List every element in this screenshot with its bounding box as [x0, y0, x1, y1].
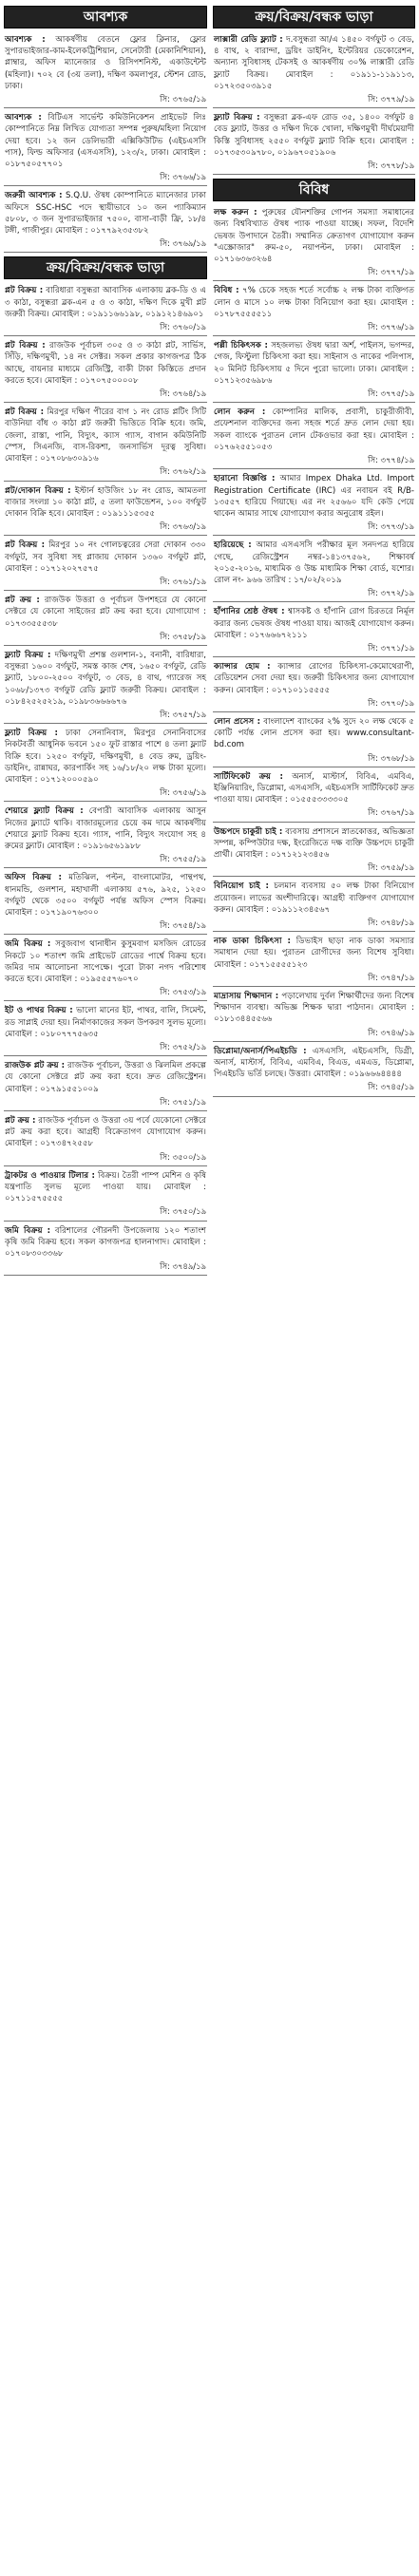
- ad-text: বসুন্ধরা ব্লক-এফ রোড ৩৫, ১৪০০ বর্গফুট ৪ বেড ফ্ল্যাট, উত্তর ও দক্ষিণ দিকে খোলা, দক্ষিণমুখী দীর্ঘমেয়াদী কিস্তি সুবিধাসহ ২৫৫০ বর্গফুট ফ্ল্যাট বিক্রি হবে। মোবাইল : ০১৭৩৫৩০৯৭৮০, ০১৯৬৭০৫১৯০৬: [214, 113, 414, 158]
- classified-ad: [4, 405, 207, 478]
- ad-code: সি: ৩৭৫৩/১৯: [160, 987, 206, 997]
- classified-ad: [213, 283, 415, 333]
- ad-lead: প্লট বিক্রয় :: [5, 286, 44, 296]
- ad-code: সি: ৩৭৬১/১৯: [160, 576, 206, 586]
- ad-lead: লোন করুন :: [214, 407, 266, 418]
- ad-code: সি: ৩৭৫৮/১৯: [160, 631, 206, 641]
- classified-ad: [213, 824, 415, 875]
- classified-ad: [4, 283, 207, 333]
- ad-text: ভালো মানের ইট, পাথর, বালি, সিমেন্ট, রড সাপ্লাই দেয়া হয়। নির্মাণকাজের সকল উপকরণ সুলভ মূল্যে। মোবাইল : ০১৮০৭৭৭৫৬৩৫: [5, 1006, 207, 1039]
- ad-divider: [213, 931, 415, 932]
- section-header-buy-sell-right: ক্রয়/বিক্রয়/বন্ধক ভাড়া: [213, 6, 415, 28]
- section-header-buy-sell: ক্রয়/বিক্রয়/বন্ধক ভাড়া: [4, 256, 207, 279]
- ad-text: বেপারী আবাসিক এলাকায় আসুন নিজের ফ্ল্যাটে থাকি। বাজারমূল্যের চেয়ে কম দামে আকর্ষণীয় শেয়ারে ফ্ল্যাট বিক্রয় হবে। গ্যাস, পানি, বিদ্যুৎ সংযোগ সহ ৪ রুমের ফ্ল্যাট। মোবাইল : ০১৯১৬৫৬১৯৮৮: [5, 806, 206, 851]
- ad-code: সি: ৩৭৬৬/১৯: [160, 172, 206, 182]
- ad-divider: [4, 590, 207, 591]
- classified-ad: [4, 338, 207, 400]
- ad-lead: লাক্সারী রেডি ফ্ল্যাট :: [214, 35, 283, 45]
- classified-ad: [213, 1044, 415, 1094]
- ad-text: পুরুষের যৌনশক্তির গোপন সমস্যা সমাধানের জন্য বিশ্ববিখ্যাত ঔষধ প্যাক পাওয়া যাচ্ছে। সফল, বিদেশি ভেষজ উপাদানে তৈরী। সম্মানিত ক্রেতাগণ যোগাযোগ করুন "এস্ক্রোজার" রুম-৫০, নয়াপল্টন, ঢাকা। মোবাইল : ০১৭১৬৩৬৩২৬৪: [214, 208, 414, 265]
- ad-code: সি: ৩৭৭২/১৯: [368, 588, 414, 598]
- classified-ad: [213, 205, 415, 278]
- ad-text: কোম্পানির মালিক, প্রবাসী, চাকুরীজীবী, প্রফেশনাল ব্যক্তিদের জন্য সহজ শর্তে দ্রুত লোন দেয়া হয়। সকল ব্যাংকে পুরাতন লোন টেকওভার করা হয়। মোবাইল : ০১৭৬২৫৫১০৫৩: [214, 407, 415, 452]
- classified-ad: [4, 110, 207, 183]
- classified-ad: [4, 188, 207, 250]
- ad-lead: ফ্ল্যাট বিক্রয় :: [214, 113, 260, 123]
- ad-divider: [4, 535, 207, 536]
- classified-ad: [4, 870, 207, 932]
- classified-ad: [4, 1058, 207, 1108]
- ad-divider: [4, 1110, 207, 1111]
- ad-divider: [213, 107, 415, 108]
- ad-code: সি: ৩৭৪৭/১৯: [368, 972, 414, 982]
- ad-divider: [213, 335, 415, 336]
- left-column: [4, 4, 207, 2572]
- classified-ad: [4, 804, 207, 865]
- ad-code: সি: ৩৭৬৩/১৯: [160, 521, 206, 532]
- ad-text: শ্বাসকষ্ট ও হাঁপানি রোগ চিরতরে নির্মূল করার জন্য ভেষজ ঔষধ পাওয়া যায়। আজই যোগাযোগ করুন। মোবাইল : ০১৭৬৬৬৭২১১১: [214, 607, 415, 640]
- ad-code: সি: ৩৭৭৩/১৯: [368, 521, 414, 532]
- ad-lead: বিবিধ :: [214, 286, 239, 296]
- ad-code: সি: ৩৭৭০/১৯: [368, 697, 414, 708]
- ad-text: বারিধারা বসুন্ধরা আবাসিক এলাকায় ব্লক-ডি ও এ ৩ কাঠা, বসুন্ধরা ব্লক-এন ৫ ও ৩ কাঠা, দক্ষিণ দিকে মুখী প্লট জরুরী বিক্রয়। মোবাইল : ০১৯১১৬৬১৯৮, ০১৯১২১৪৬৯০১: [5, 286, 206, 319]
- right-column: [213, 4, 415, 2572]
- ad-code: সি: ৩৭৫৪/১৯: [160, 920, 206, 931]
- ad-code: সি: ৩৭৭১/১৯: [368, 642, 414, 653]
- ad-code: সি: ৩৭৫১/১৯: [160, 1096, 206, 1107]
- ad-code: সি: ৩৭৭৬/১৯: [368, 322, 414, 332]
- ad-code: সি: ৩৭৫৯/১৯: [368, 862, 414, 873]
- wanted-ads: [4, 32, 207, 255]
- ad-text: বিক্রয়। তৈরী পাম্প মেশিন ও কৃষি যন্ত্রপাতি সুলভ মূল্যে পাওয়া যায়। মোবাইল : ০১৭১১৫৭৫৫৫৫: [5, 1170, 206, 1204]
- ad-lead: প্লট বিক্রয় :: [5, 407, 45, 418]
- ad-code: সি: ৩৭৭৪/১৯: [368, 455, 414, 465]
- classified-ad: [213, 659, 415, 710]
- ad-code: সি: ৩৭৬২/১৯: [160, 466, 206, 477]
- ad-divider: [213, 876, 415, 877]
- classified-ad: [213, 338, 415, 400]
- ad-code: সি: ৩৭৫২/১৯: [160, 1042, 206, 1052]
- ad-lead: ইট ও পাথর বিক্রয় :: [5, 1006, 73, 1016]
- ad-text: চলমান ব্যবসায় ৫০ লক্ষ টাকা বিনিয়োগ প্রয়োজন। লাভের অংশীদারিত্বে। আগ্রহী ব্যক্তিগণ যোগাযোগ করুন। মোবাইল : ০১৯১১২৩৪৫৬৭: [214, 881, 414, 915]
- classified-ad: [213, 471, 415, 533]
- ad-lead: ফ্ল্যাট বিক্রয় :: [5, 650, 51, 660]
- ad-text: ব্যবসায় প্রশাসনে স্নাতকোত্তর, অভিজ্ঞতা সম্পন্ন, কম্পিউটার দক্ষ, ইংরেজিতে দক্ষ ব্যক্তি উচ্চপদে চাকুরী প্রার্থী। মোবাইল : ০১৭১২১২৩৪৫৬: [214, 826, 415, 860]
- ad-divider: [213, 402, 415, 403]
- ad-divider: [4, 481, 207, 482]
- classified-ad: [4, 538, 207, 588]
- ad-lead: প্লট ক্রয় :: [5, 596, 40, 606]
- classified-ad: [4, 483, 207, 534]
- ad-lead: আবশ্যক :: [5, 35, 46, 45]
- misc-ads: [213, 205, 415, 1098]
- ad-lead: ফ্ল্যাট বিক্রয় :: [5, 729, 58, 739]
- ad-lead: প্লট বিক্রয় :: [5, 540, 46, 551]
- classified-ad: [213, 989, 415, 1039]
- classified-ad: [4, 32, 207, 105]
- ad-text: পড়ালেখায় দুর্বল শিক্ষার্থীদের জন্য বিশেষ শিক্ষাদান ব্যবস্থা। অভিজ্ঞ শিক্ষক দ্বারা পাঠদান। মোবাইল : ০১৮১৩৪৪৫৫৬৬: [214, 992, 415, 1025]
- ad-divider: [4, 185, 207, 186]
- ad-lead: হারিয়েছে :: [214, 540, 252, 551]
- ad-text: ক্যান্সার রোগের চিকিৎসা-কেমোথেরাপী, রেডিয়েশন সেবা দেয়া হয়। জরুরী চিকিৎসার জন্য যোগাযোগ করুন। মোবাইল : ০১৭১০১১৫৫৫৫: [214, 662, 415, 695]
- ad-code: সি: ৩৭৬৮/১৯: [368, 752, 414, 763]
- ad-lead: হাঁপানির শ্রেষ্ঠ ঔষধ :: [214, 607, 285, 617]
- ad-text: আমার Impex Dhaka Ltd. Import Registration Certificate (IRC) এর নবায়ন বই R/B- ১৩৫৫৭ হারিয়ে গিয়াছে। এর নং ২৫৬৬০ যদি কেউ পেয়ে থাকেন আমার সাথে যোগাযোগ করার অনুরোধ রইল।: [214, 474, 414, 519]
- section-header-misc: বিবিধ: [213, 179, 415, 201]
- ad-lead: লোন প্রসেস :: [214, 716, 261, 727]
- section-header-wanted: আবশ্যক: [4, 6, 207, 28]
- ad-lead: রাজউক প্লট ক্রয় :: [5, 1061, 66, 1071]
- ad-divider: [213, 1041, 415, 1042]
- buy-sell-ads-right: [213, 32, 415, 177]
- ad-text: ডিভাইস ছাড়া নাক ডাকা সমস্যার সমাধান দেয়া হয়। পুরাতন রোগীদের জন্য বিশেষ সুবিধা। মোবাইল : ০১৭১৫৫৫৫১২৩: [214, 937, 415, 970]
- ad-divider: [213, 601, 415, 602]
- ad-lead: পল্লী চিকিৎসক :: [214, 341, 268, 351]
- classified-ad: [213, 405, 415, 466]
- ad-code: সি: ৩৭৫৬/১৯: [160, 787, 206, 798]
- ad-lead: ক্যান্সার হোম :: [214, 662, 271, 672]
- ad-divider: [4, 1055, 207, 1056]
- ad-code: সি: ৩৭৬৭/১৯: [368, 807, 414, 818]
- ad-lead: অফিস বিক্রয় :: [5, 873, 62, 883]
- ad-lead: আবশ্যক :: [5, 113, 42, 123]
- ad-text: রাজউক উত্তরা ও পূর্বাচল উপশহরে যে কোনো সেক্টরে যে কোনো সাইজের প্লট ক্রয় করা হবে। যোগাযোগ : ০১৭৩৩৫৫৫৩৮: [5, 596, 206, 629]
- classified-ad: [4, 1003, 207, 1053]
- ad-text: মিরপুর দক্ষিণ পীরের বাগ ১ নং রোড প্লটিং সিটি বাউনিয়া বাঁধ ৩ কাঠা প্লট জরুরী ভিত্তিতে বিক্রি হবে। জমি, জেলা, রাস্তা, পানি, বিদ্যুৎ, ক্যাস গ্যাস, বাগান কমিউনিটি স্পেস, সিএনজি, বাস-রিকশা, জনসার্ভিস দূরত্ব সুবিধা। মোবাইল : ০১৭০৮৬৩০৯১৬: [5, 407, 206, 464]
- ad-text: ঢাকা সেনানিবাস, মিরপুর সেনানিবাসের নিকটবর্তী আধুনিক ভবনে ১৫০ ফুট রাস্তার পাশে ৪ তলা ফ্ল্যাট বিক্রি হবে। ১২৫০ বর্গফুট, দক্ষিণমুখী, ৪ বেড রুম, ড্রয়িং-ডাইনিং, রান্নাঘর, কারপার্কিং সহ ১৬/১৮/২০ লক্ষ টাকা মূল্যে। মোবাইল : ০১৭১২০০০৫৯০: [5, 729, 206, 785]
- ad-text: ৭% চেকে সহজ শর্তে সর্বোচ্চ ২ লক্ষ টাকা ব্যক্তিগত লোন ও মাসে ১০ লক্ষ টাকা বিনিয়োগ করা হয়। মোবাইল : ০১৭৮৭৫৫৫৫১১: [214, 286, 415, 319]
- ad-divider: [213, 1096, 415, 1097]
- ad-code: সি: ৩৭৬০/১৯: [160, 322, 206, 332]
- classified-ad: [213, 879, 415, 929]
- ad-divider: [4, 645, 207, 646]
- ad-divider: [4, 1221, 207, 1222]
- ad-text: বাংলাদেশ ব্যাংকের ২% সুদে ২০ লক্ষ থেকে ৫ কোটি পর্যন্ত লোন প্রসেস করা হয়। www.consultant-bd.com: [214, 716, 414, 750]
- ad-code: সি: ৩৭৪৫/১৯: [368, 1082, 414, 1092]
- ad-text: বিটিএস সার্ভেন্ট কমিউনিকেশন প্রাইভেট লিঃ কোম্পানিতে নিম্ন লিখিত যোগ্যতা সম্পন্ন পুরুষ/মহিলা নিয়োগ দেয়া হবে। ১২ জন ডেলিভারী এক্সিকিউটিভ (এইচএসসি পাস), ফিল্ড অফিসার (এসএসসি), ১২৩/২, ঢাকা। মোবাইল : ০১৮৭৫০৫৭৭০১: [5, 113, 207, 170]
- ad-text: সহজলভ্য ঔষধ দ্বারা অর্শ, পাইলস, ভগন্দর, গেজ, ফিস্টুলা চিকিৎসা করা হয়। সাইনাস ও নাকের পলিপাস, ২০ মিনিট চিকিৎসায় ৫ দিনে পুরো ভালো। ঢাকা। মোবাইল : ০১৭১২৩৫৬৯৮৬: [214, 341, 414, 386]
- ad-divider: [213, 711, 415, 712]
- ad-lead: জমি বিক্রয় :: [5, 1225, 51, 1236]
- ad-lead: প্লট বিক্রয় :: [5, 341, 46, 351]
- ad-divider: [4, 252, 207, 253]
- ad-divider: [4, 107, 207, 108]
- ad-divider: [4, 801, 207, 802]
- ad-lead: বিনিয়োগ চাই :: [214, 881, 269, 892]
- ad-code: সি: ৩৭৭৮/১৯: [368, 161, 414, 171]
- ad-lead: লক্ষ করুন :: [214, 208, 257, 218]
- ad-code: সি: ৩৫০০/১৯: [160, 1151, 206, 1162]
- ad-text: আমার এসএসসি পরীক্ষার মূল সনদপত্র হারিয়ে গেছে, রেজিস্ট্রেশন নম্বর-১৪১৩৭৫৬২, শিক্ষাবর্ষ ২০১৫-২০১৬, মাধ্যমিক ও উচ্চ মাধ্যমিক শিক্ষা বোর্ড, যশোর। রোল নং- ৯৬৬ তারিখ : ১৭/০২/২০১৯: [214, 540, 414, 585]
- ad-divider: [4, 1000, 207, 1001]
- ad-divider: [4, 335, 207, 336]
- ad-divider: [4, 934, 207, 935]
- classified-ad: [213, 538, 415, 599]
- ad-lead: উচ্চপদে চাকুরী চাই :: [214, 826, 283, 837]
- ad-lead: প্লট ক্রয় :: [5, 1116, 36, 1127]
- ad-text: দক্ষিণমুখী প্রশস্ত গুলশান-১, বনানী, বারিধারা, বসুন্ধরা ১৬০০ বর্গফুট, সমস্ত কাজ শেষ, ১৬৫০ বর্গফুট, রেডি ফ্ল্যাট, ১৮০০-২৫০০ বর্গফুট, ৩ বেড, ৪ বাথ, গ্যারেজ সহ ১০৬৮/১৩৭৩ বর্গফুট রেডি ফ্ল্যাট জরুরী বিক্রয়। মোবাইল : ০১৮৪২৫২৫২১৯, ০১৯৮৩৬৬৬৬৭৬: [5, 650, 206, 707]
- ad-text: S.Q.U. ঔষধ কোম্পানিতে ম্যানেজার ঢাকা অফিসে SSC-HSC পদে স্থায়ীভাবে ১০ জন প্যাকিম্যান ৫৮০৮, ৩ জন সুপারভাইজার ৭৫০০, বাসা-বাড়ী ফ্রি, ১৮/৪ টঙ্গী, গাজীপুর। মোবাইল : ০১৭৭৯২৩৫৩৮২: [5, 191, 206, 237]
- ad-code: সি: ৩৭৬৪/১৯: [160, 388, 206, 399]
- ad-lead: প্লট/দোকান বিক্রয় :: [5, 485, 71, 496]
- classified-ad: [4, 593, 207, 643]
- buy-sell-ads: [4, 283, 207, 1278]
- ad-lead: ট্রাকটর ও পাওয়ার টিলার :: [5, 1170, 95, 1181]
- classified-ad: [4, 1168, 207, 1219]
- ad-lead: মাদ্রাসায় শিক্ষাদান :: [214, 992, 279, 1002]
- ad-divider: [4, 1165, 207, 1166]
- ad-text: রাজউক পূর্বাচল, উত্তরা ও ঝিলমিল প্রকল্পে যে কোনো সেক্টরে প্লট ক্রয় করা হবে। দ্রুত রেজিস্ট্রেশন। মোবাইল : ০১৭৯১৫৫১০০৯: [5, 1061, 207, 1094]
- ad-divider: [4, 723, 207, 724]
- ad-divider: [213, 280, 415, 281]
- ad-lead: শেয়ারে ফ্ল্যাট বিক্রয় :: [5, 806, 84, 817]
- classified-ad: [213, 714, 415, 765]
- ad-text: রাজউক পূর্বাচল ৩০৫ ও ৩ কাঠা প্লট, সার্ভিস, সিঁড়ি, দক্ষিণমুখী, ১৪ নং সেক্টর। সকল প্রকার কাগজপত্র ঠিক আছে, বায়নার মাধ্যমে রেজিস্ট্রি, বাকী টাকা কিস্তিতে প্রদান করতে হবে। মোবাইল : ০১৭০৭৫০০০০৮: [5, 341, 206, 386]
- ad-divider: [4, 867, 207, 868]
- ad-text: রাজউক পূর্বাচল ও উত্তরা ৩য় পর্বে যেকোনো সেক্টরে প্লট ক্রয় করা হবে। আগ্রহী বিক্রেতাগণ যোগাযোগ করুন। মোবাইল : ০১৭৩৪৭২৫৫৮: [5, 1116, 207, 1149]
- ad-code: সি: ৩৭৪৬/১৯: [368, 1027, 414, 1037]
- classified-ad: [213, 110, 415, 172]
- ad-divider: [213, 468, 415, 469]
- ad-code: সি: ৩৭৭৫/১৯: [368, 388, 414, 399]
- ad-code: সি: ৩৭৬৯/১৯: [160, 238, 206, 249]
- ad-text: দ.বসুন্ধরা আ/এ ১৪৫০ বর্গফুট ৩ বেড, ৪ বাথ, ২ বারান্দা, ড্রয়িং ডাইনিং, ইন্টেরিয়র ডেকোরেশন, অন্যান্য সুবিধাসহ টেকসই ও আকর্ষণীয় ৩০% লাক্সারী রেডি ফ্ল্যাট বিক্রয়। মোবাইল : ০১৯১১-১১৯১১৩, ০১৭২৩৫০৩৯১৫: [214, 35, 414, 91]
- ad-code: সি: ৩৭৫৭/১৯: [160, 709, 206, 719]
- classified-ad: [4, 1223, 207, 1274]
- ad-code: সি: ৩৭৫৫/১৯: [160, 854, 206, 864]
- ad-code: সি: ৩৭৬৫/১৯: [160, 94, 206, 104]
- ad-divider: [4, 1275, 207, 1276]
- classified-ad: [4, 937, 207, 998]
- ad-divider: [213, 174, 415, 175]
- ad-code: সি: ৩৭৭৯/১৯: [368, 94, 414, 104]
- ad-code: সি: ৩৭৪৮/১৯: [368, 918, 414, 927]
- ad-divider: [4, 402, 207, 403]
- classified-ad: [4, 1113, 207, 1164]
- ad-lead: সার্টিফিকেট ক্রয় :: [214, 771, 283, 782]
- ad-divider: [213, 656, 415, 657]
- ad-text: মিরপুর ১০ নং গোলচত্বরের সেরা দোকান ৩৩০ বর্গফুট, সব সুবিধা সহ প্লাজায় দোকান ১৩৬০ বর্গফুট প্লট, মোবাইল : ০১৭১২০২৭৫৭৫: [5, 540, 206, 574]
- classified-ad: [213, 604, 415, 654]
- ad-code: সি: ৩৭৪৯/১৯: [160, 1261, 206, 1272]
- ad-text: মতিঝিল, পল্টন, বাংলামোটর, পান্থপথ, ধানমন্ডি, গুলশান, মহাখালী এলাকায় ৫৭৬, ৯২৫, ১২৫০ বর্গফুট থেকে ৩৫০০ বর্গফুট পর্যন্ত অফিস স্পেস বিক্রয়। মোবাইল : ০১৭১৯০৭৬৩০০: [5, 873, 206, 918]
- ad-divider: [213, 986, 415, 987]
- ad-lead: হারানো বিজ্ঞপ্তি :: [214, 474, 276, 484]
- ad-divider: [213, 535, 415, 536]
- ad-lead: নাক ডাকা চিকিৎসা :: [214, 937, 291, 947]
- classified-ad: [4, 648, 207, 721]
- ad-text: অনার্স, মাস্টার্স, বিবিএ, এমবিএ, ইঞ্জিনিয়ারিং, ডিপ্লোমা, এসএসসি, এইচএসসি সার্টিফিকেট দ্রুত পাওয়া যায়। মোবাইল : ০১৫৫৫৩৩৩৩০৫: [214, 771, 414, 805]
- ad-text: এসএসসি, এইচএসসি, ডিগ্রী, অনার্স, মাস্টার্স, বিবিএ, এমবিএ, বিএড, এমএড, ডিপ্লোমা, পিএইচডি ভর্তি চলছে। উত্তরা। মোবাইল : ০১৯৬৬৬৪৪৪৪: [214, 1046, 415, 1080]
- classified-ad: [213, 934, 415, 984]
- ad-code: সি: ৩৭৭৭/১৯: [368, 267, 414, 277]
- ad-text: ইস্টার্ন হাউজিং ১৮ নং রোড, আমতলা বাজার সংলগ্ন ১০ কাঠা প্লট, ৫ তলা ফাউন্ডেশন, ১০০ বর্গফুট দোকান বিক্রি হবে। মোবাইল : ০১৯১১১৫৩৫৫: [5, 485, 207, 519]
- ad-text: সবুজবাগ থানাধীন কুসুমবাগ মসজিদ রোডের নিকটে ১০ শতাংশ জমি প্রাইভেট রোডের পার্শ্বে বিক্রয় হবে। জমির দাম আলোচনা সাপেক্ষে। পুরো টাকা নগদ পরিশোধ করতে হবে। মোবাইল : ০১৯৫৫৫৭৬০৭০: [5, 939, 206, 985]
- classified-ad: [4, 726, 207, 799]
- classified-ad: [213, 32, 415, 105]
- ad-text: বরিশালের গৌরনদী উপজেলায় ১২০ শতাংশ কৃষি জমি বিক্রয় হবে। সকল কাগজপত্র হালনাগাদ। মোবাইল : ০১৭০৮৩০৩৩৬৮: [5, 1225, 206, 1260]
- ad-code: সি: ৩৭৫০/১৯: [160, 1206, 206, 1217]
- classified-ad: [213, 769, 415, 820]
- ad-lead: ডিপ্লোমা/অনার্স/পিএইচডি :: [214, 1046, 307, 1056]
- ad-text: আকর্ষণীয় বেতনে ফ্লোর ক্লিনার, ফ্লোর সুপারভাইজার-কাম-ইলেকট্রিশিয়ান, সেনেটারী (মেকানিশিয়ান), প্লাম্বার, অফিস ম্যানেজার ও রিসিপশনিস্ট, একাউন্টেন্ট (মহিলা)। ৭০২ বে (৩য় তলা), দক্ষিণ কমলাপুর, স্টেশন রোড, ঢাকা।: [5, 35, 207, 91]
- ad-lead: জমি বিক্রয় :: [5, 939, 51, 950]
- ad-lead: জরুরী আবশ্যক :: [5, 191, 63, 201]
- ad-divider: [213, 822, 415, 823]
